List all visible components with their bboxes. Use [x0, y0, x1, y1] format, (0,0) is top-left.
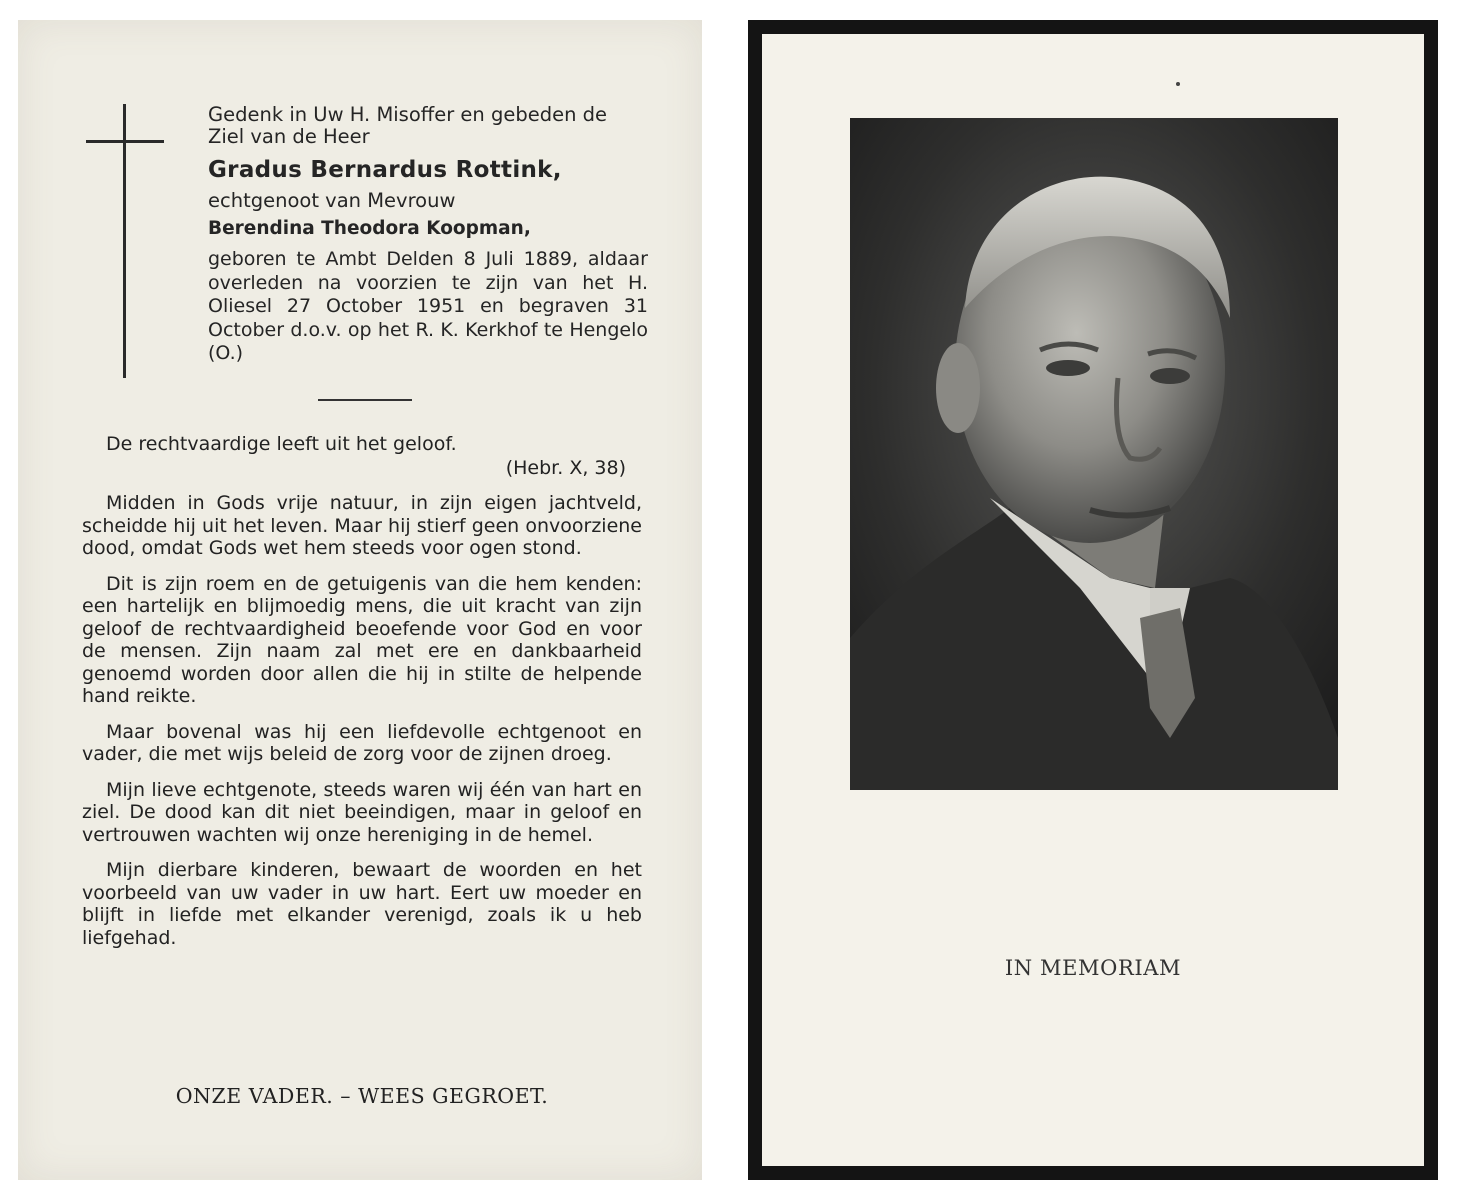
memorial-card-photo-side [748, 20, 1438, 1180]
quote-reference: (Hebr. X, 38) [505, 457, 626, 479]
portrait-illustration [850, 118, 1338, 790]
memorial-body [82, 492, 642, 962]
paragraph: Mijn lieve echtgenote, steeds waren wij één van hart en ziel. De dood kan dit niet beeindigen, maar in geloof en vertrouwen wachten wij onze hereniging in de hemel. [82, 778, 642, 846]
card-inner-panel [762, 34, 1424, 1166]
divider [318, 399, 412, 401]
bible-quote [106, 432, 626, 480]
deceased-name: Gradus Bernardus Rottink, [208, 157, 562, 183]
in-memoriam-caption: IN MEMORIAM [1004, 956, 1182, 980]
cross-icon [123, 104, 126, 378]
life-details: geboren te Ambt Delden 8 Juli 1889, aldaar overleden na voorzien te zijn van het H. Oliesel 27 October 1951 en begraven 31 October d.o.v. op het R. K. Kerkhof te Hengelo (O.) [208, 248, 648, 364]
quote-text: De rechtvaardige leeft uit het geloof. [106, 433, 457, 455]
paper-speck [1176, 82, 1180, 86]
prayers-line: ONZE VADER. – WEES GEGROET. [175, 1084, 549, 1108]
cross-icon-bar [86, 140, 164, 143]
paragraph: Maar bovenal was hij een liefdevolle echtgenoot en vader, die met wijs beleid de zorg voor de zijnen droeg. [82, 720, 642, 765]
spouse-intro: echtgenoot van Mevrouw [208, 189, 456, 212]
memorial-card-text-side [18, 20, 702, 1180]
portrait-photo [850, 118, 1338, 790]
paragraph: Mijn dierbare kinderen, bewaart de woorden en het voorbeeld van uw vader in uw hart. Eert uw moeder en blijft in liefde met elkander verenigd, zoals ik u heb liefgehad. [82, 859, 642, 949]
intro-text: Gedenk in Uw H. Misoffer en gebeden de Ziel van de Heer [208, 103, 608, 148]
paragraph: Dit is zijn roem en de getuigenis van die hem kenden: een hartelijk en blijmoedig mens, die uit kracht van zijn geloof de rechtvaardigheid beoefende voor God en voor de mensen. Zijn naam zal met ere en dankbaarheid genoemd worden door allen die hij in stilte de helpende hand reikte. [82, 572, 642, 707]
header-block [208, 104, 648, 366]
paragraph: Midden in Gods vrije natuur, in zijn eigen jachtveld, scheidde hij uit het leven. Maar hij stierf geen onvoorziene dood, omdat Gods wet hem steeds voor ogen stond. [82, 492, 642, 559]
spouse-name: Berendina Theodora Koopman, [208, 218, 531, 239]
